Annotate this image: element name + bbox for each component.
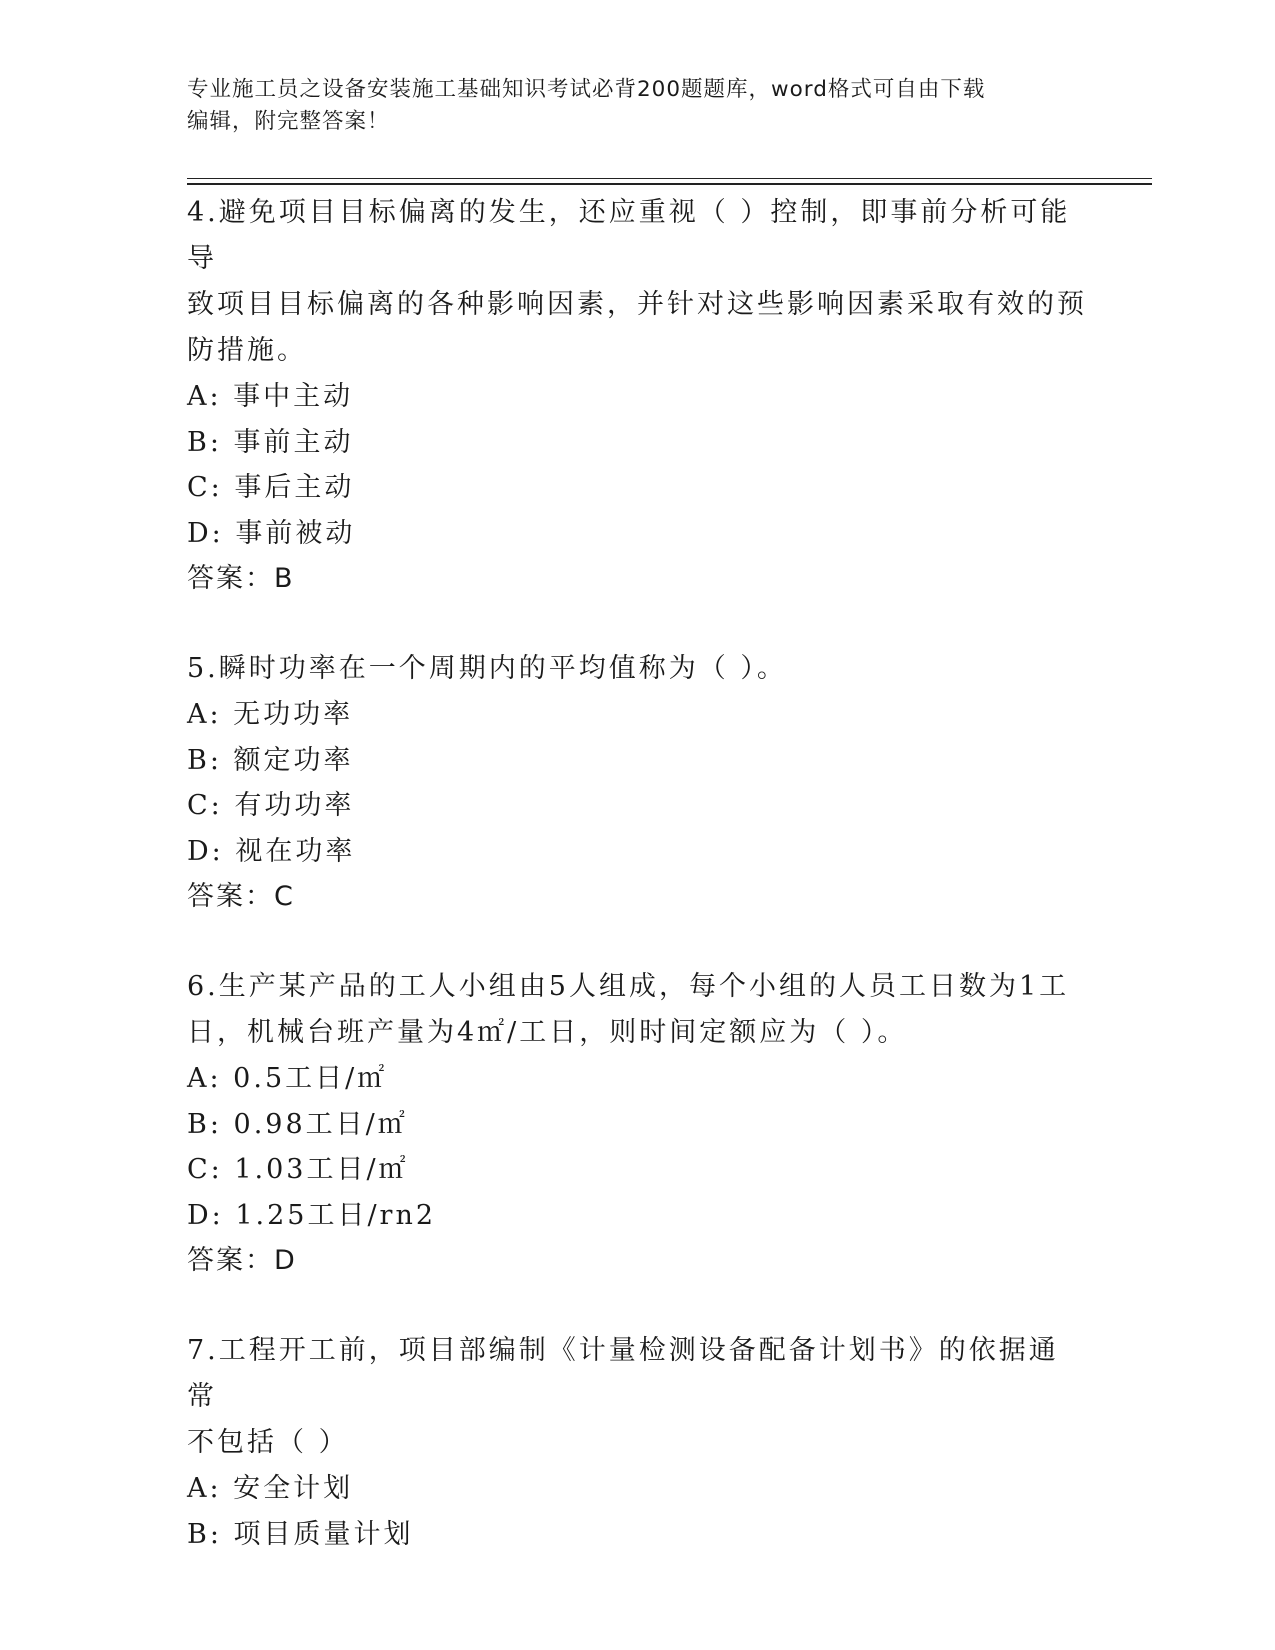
option-c: C: 有功功率 — [187, 790, 355, 821]
question-7 — [187, 1328, 1087, 1557]
option-a: A: 无功功率 — [187, 699, 354, 730]
header-divider-thin — [187, 178, 1152, 179]
option-b: B: 0.98工日/㎡ — [187, 1108, 408, 1140]
option-b: B: 项目质量计划 — [187, 1518, 414, 1550]
question-stem-line: 5.瞬时功率在一个周期内的平均值称为（ ）。 — [187, 653, 787, 684]
question-4 — [187, 190, 1087, 602]
option-d: D: 视在功率 — [187, 835, 356, 867]
answer-label: 答案：B — [187, 563, 295, 594]
header-divider-thick — [187, 183, 1152, 185]
option-c: C: 1.03工日/㎡ — [187, 1154, 409, 1185]
document-header — [187, 74, 1087, 138]
question-stem-line: 防措施。 — [187, 335, 307, 366]
question-stem-line: 7.工程开工前，项目部编制《计量检测设备配备计划书》的依据通常 — [187, 1335, 1059, 1412]
question-list — [187, 190, 1087, 1557]
question-5 — [187, 646, 1087, 920]
option-a: A: 安全计划 — [187, 1473, 354, 1504]
option-b: B: 额定功率 — [187, 744, 354, 776]
question-stem-line: 致项目目标偏离的各种影响因素，并针对这些影响因素采取有效的预 — [187, 289, 1087, 320]
option-d: D: 1.25工日/rn2 — [187, 1199, 437, 1231]
option-a: A: 事中主动 — [187, 381, 354, 412]
option-c: C: 事后主动 — [187, 472, 355, 503]
header-title-line-2: 编辑，附完整答案！ — [187, 109, 390, 134]
question-stem-line: 4.避免项目目标偏离的发生，还应重视（ ）控制，即事前分析可能导 — [187, 197, 1071, 274]
option-b: B: 事前主动 — [187, 426, 354, 458]
question-stem-line: 不包括（ ） — [187, 1427, 349, 1458]
question-stem-line: 日，机械台班产量为4㎡/工日，则时间定额应为（ ）。 — [187, 1017, 908, 1048]
answer-label: 答案：D — [187, 1245, 297, 1276]
question-6 — [187, 964, 1087, 1284]
question-stem-line: 6.生产某产品的工人小组由5人组成，每个小组的人员工日数为1工 — [187, 971, 1070, 1002]
header-title-line-1: 专业施工员之设备安装施工基础知识考试必背200题题库，word格式可自由下载 — [187, 77, 986, 102]
option-a: A: 0.5工日/㎡ — [187, 1063, 388, 1094]
option-d: D: 事前被动 — [187, 517, 356, 549]
answer-label: 答案：C — [187, 881, 295, 912]
